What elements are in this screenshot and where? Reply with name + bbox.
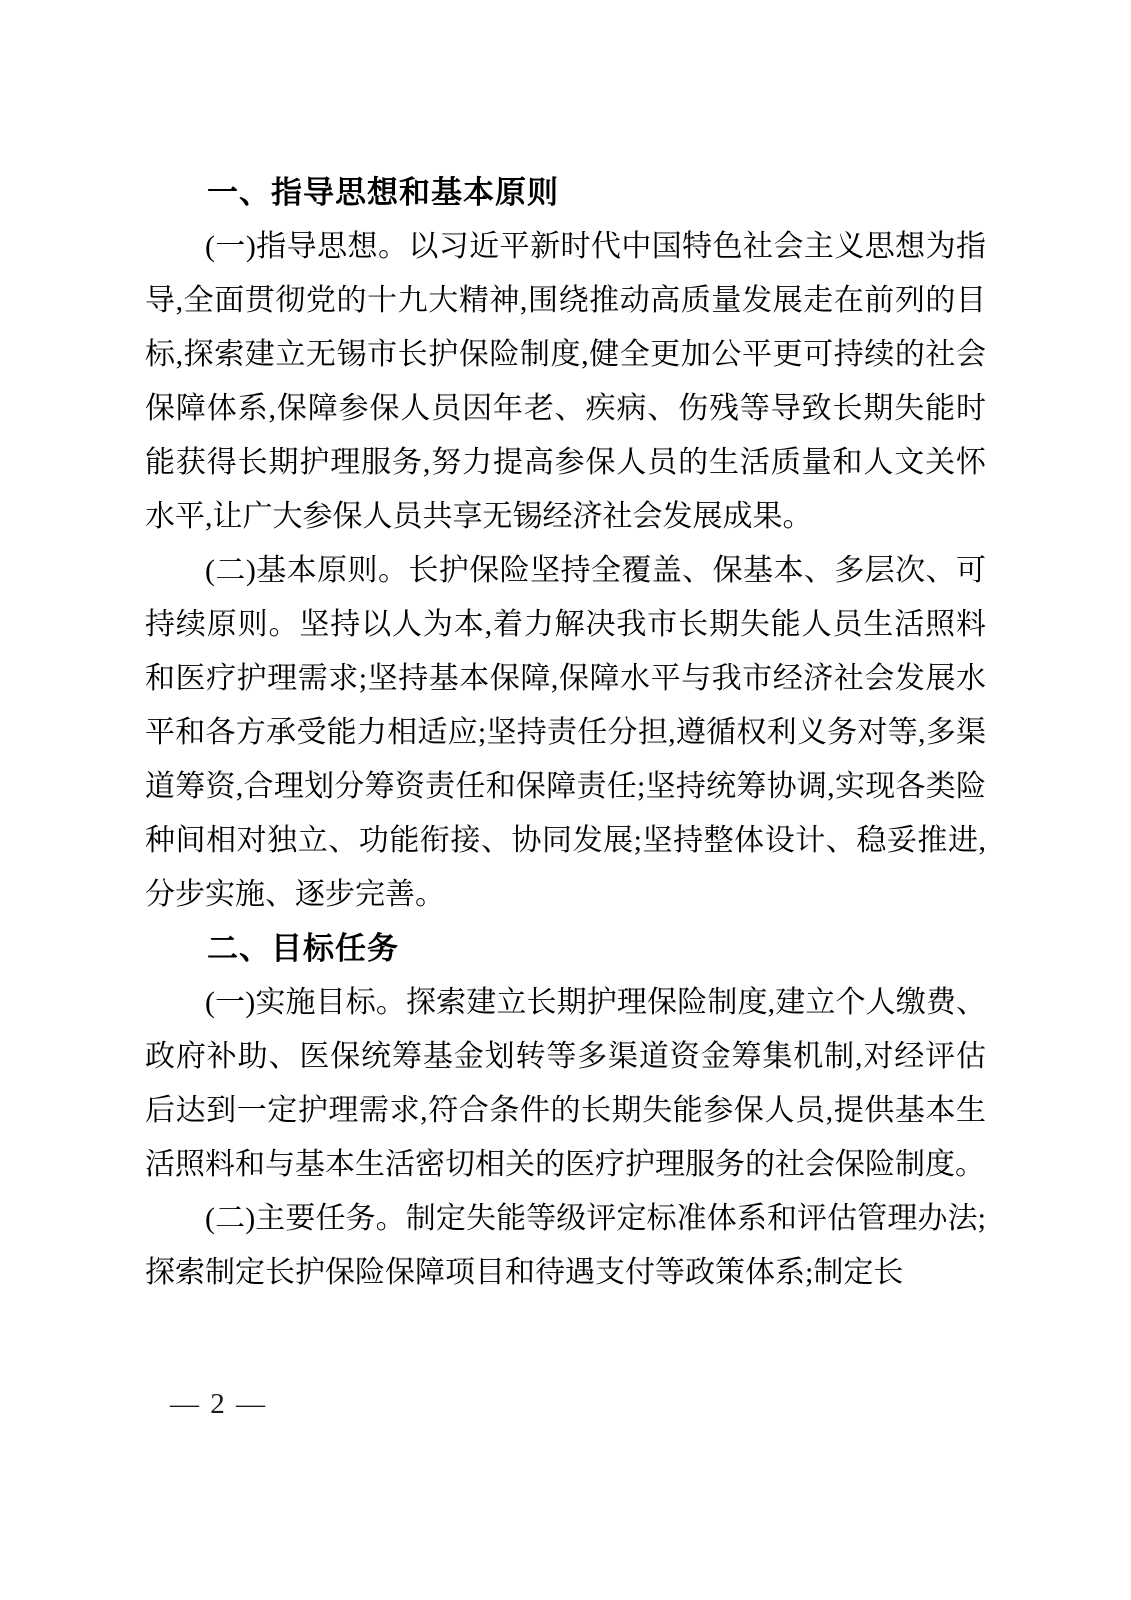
section-heading-goals-and-tasks: 二、目标任务 bbox=[207, 931, 399, 966]
paragraph-implementation-goal: (一)实施目标。探索建立长期护理保险制度,建立个人缴费、政府补助、医保统筹基金划转等多渠道资金筹集机制,对经评估后达到一定护理需求,符合条件的长期失能参保人员,提供基本生活照料和与基本生活密切相关的医疗护理服务的社会保险制度。 bbox=[145, 986, 986, 1181]
paragraph-guiding-ideology: (一)指导思想。以习近平新时代中国特色社会主义思想为指导,全面贯彻党的十九大精神,围绕推动高质量发展走在前列的目标,探索建立无锡市长护保险制度,健全更加公平更可持续的社会保障体系,保障参保人员因年老、疾病、伤残等导致长期失能时能获得长期护理服务,努力提高参保人员的生活质量和人文关怀水平,让广大参保人员共享无锡经济社会发展成果。 bbox=[145, 230, 986, 533]
page-number: — 2 — bbox=[170, 1388, 267, 1420]
paragraph-main-tasks: (二)主要任务。制定失能等级评定标准体系和评估管理办法;探索制定长护保险保障项目和待遇支付等政策体系;制定长 bbox=[145, 1202, 986, 1289]
document-body bbox=[145, 166, 986, 1300]
paragraph-basic-principles: (二)基本原则。长护保险坚持全覆盖、保基本、多层次、可持续原则。坚持以人为本,着力解决我市长期失能人员生活照料和医疗护理需求;坚持基本保障,保障水平与我市经济社会发展水平和各方承受能力相适应;坚持责任分担,遵循权利义务对等,多渠道筹资,合理划分筹资责任和保障责任;坚持统筹协调,实现各类险种间相对独立、功能衔接、协同发展;坚持整体设计、稳妥推进,分步实施、逐步完善。 bbox=[145, 554, 986, 911]
section-heading-guiding-ideology-and-principles: 一、指导思想和基本原则 bbox=[207, 175, 559, 210]
